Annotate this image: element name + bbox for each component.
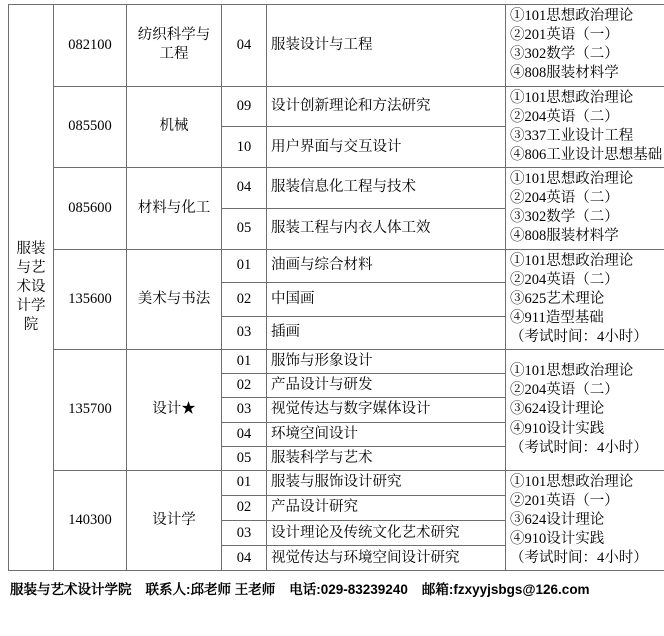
- college-cell: 服装与艺术设计学院: [9, 5, 54, 571]
- exam-subjects: [506, 168, 664, 250]
- exam-subjects: [506, 350, 664, 471]
- exam-line: ①101思想政治理论: [510, 473, 660, 492]
- exam-line: ④806工业设计思想基础: [510, 146, 660, 165]
- table-row: [9, 168, 664, 209]
- direction-name: 视觉传达与环境空间设计研究: [267, 546, 506, 571]
- major-name: 材料与化工: [127, 168, 222, 250]
- direction-code: 01: [222, 350, 267, 374]
- exam-line: ④808服装材料学: [510, 64, 660, 83]
- exam-line: ④911造型基础: [510, 309, 660, 328]
- major-code: 085600: [54, 168, 127, 250]
- exam-subjects: [506, 470, 664, 571]
- exam-line: ③337工业设计工程: [510, 127, 660, 146]
- direction-name: 服装工程与内衣人体工效: [267, 208, 506, 249]
- exam-line: （考试时间：4小时）: [510, 549, 660, 568]
- exam-line: ①101思想政治理论: [510, 252, 660, 271]
- major-name: 设计★: [127, 350, 222, 471]
- exam-line: ④910设计实践: [510, 530, 660, 549]
- major-name: 设计学: [127, 470, 222, 571]
- exam-line: （考试时间：4小时）: [510, 439, 660, 458]
- direction-name: 设计创新理论和方法研究: [267, 86, 506, 127]
- footer-phone: 电话:029-83239240: [289, 582, 408, 597]
- direction-code: 04: [222, 422, 267, 446]
- major-name: 纺织科学与工程: [127, 5, 222, 87]
- direction-code: 02: [222, 283, 267, 317]
- page-root: [0, 4, 664, 636]
- major-code: 135600: [54, 249, 127, 350]
- major-code: 085500: [54, 86, 127, 168]
- exam-line: ③302数学（二）: [510, 45, 660, 64]
- footer-college: 服装与艺术设计学院: [10, 582, 132, 597]
- exam-line: （考试时间：4小时）: [510, 328, 660, 347]
- exam-line: ②201英语（一）: [510, 492, 660, 511]
- direction-name: 产品设计与研发: [267, 374, 506, 398]
- direction-code: 02: [222, 495, 267, 520]
- table-row: [9, 470, 664, 495]
- exam-line: ③624设计理论: [510, 400, 660, 419]
- direction-code: 04: [222, 5, 267, 87]
- exam-line: ②201英语（一）: [510, 26, 660, 45]
- direction-code: 03: [222, 316, 267, 350]
- direction-name: 设计理论及传统文化艺术研究: [267, 521, 506, 546]
- table-body: [9, 5, 664, 571]
- direction-code: 05: [222, 208, 267, 249]
- direction-name: 服装信息化工程与技术: [267, 168, 506, 209]
- exam-line: ①101思想政治理论: [510, 7, 660, 26]
- table-row: [9, 249, 664, 283]
- footer-contact-person: 联系人:邱老师 王老师: [146, 582, 276, 597]
- direction-code: 02: [222, 374, 267, 398]
- exam-line: ②204英语（二）: [510, 108, 660, 127]
- direction-name: 油画与综合材料: [267, 249, 506, 283]
- exam-subjects: [506, 86, 664, 168]
- direction-code: 04: [222, 546, 267, 571]
- exam-line: ②204英语（二）: [510, 189, 660, 208]
- direction-name: 环境空间设计: [267, 422, 506, 446]
- direction-name: 服装科学与艺术: [267, 446, 506, 470]
- table-row: [9, 5, 664, 87]
- exam-line: ②204英语（二）: [510, 271, 660, 290]
- direction-name: 插画: [267, 316, 506, 350]
- exam-line: ④808服装材料学: [510, 227, 660, 246]
- direction-code: 03: [222, 521, 267, 546]
- direction-name: 服饰与形象设计: [267, 350, 506, 374]
- exam-line: ②204英语（二）: [510, 381, 660, 400]
- exam-line: ③625艺术理论: [510, 290, 660, 309]
- direction-code: 04: [222, 168, 267, 209]
- exam-subjects: [506, 5, 664, 87]
- table-row: [9, 350, 664, 374]
- major-code: 140300: [54, 470, 127, 571]
- footer-email: 邮箱:fzxyyjsbgs@126.com: [422, 582, 590, 597]
- admissions-table: [8, 4, 664, 571]
- direction-code: 10: [222, 127, 267, 168]
- major-name: 美术与书法: [127, 249, 222, 350]
- direction-name: 用户界面与交互设计: [267, 127, 506, 168]
- table-row: [9, 86, 664, 127]
- direction-name: 中国画: [267, 283, 506, 317]
- direction-code: 01: [222, 249, 267, 283]
- footer-contact: [10, 578, 654, 598]
- exam-line: ④910设计实践: [510, 420, 660, 439]
- direction-name: 视觉传达与数字媒体设计: [267, 398, 506, 422]
- major-name: 机械: [127, 86, 222, 168]
- exam-line: ①101思想政治理论: [510, 89, 660, 108]
- exam-line: ③302数学（二）: [510, 208, 660, 227]
- exam-line: ①101思想政治理论: [510, 170, 660, 189]
- direction-code: 03: [222, 398, 267, 422]
- direction-name: 服装设计与工程: [267, 5, 506, 87]
- major-code: 135700: [54, 350, 127, 471]
- direction-code: 09: [222, 86, 267, 127]
- exam-line: ③624设计理论: [510, 511, 660, 530]
- major-code: 082100: [54, 5, 127, 87]
- direction-code: 05: [222, 446, 267, 470]
- exam-subjects: [506, 249, 664, 350]
- direction-name: 产品设计研究: [267, 495, 506, 520]
- exam-line: ①101思想政治理论: [510, 362, 660, 381]
- direction-code: 01: [222, 470, 267, 495]
- direction-name: 服装与服饰设计研究: [267, 470, 506, 495]
